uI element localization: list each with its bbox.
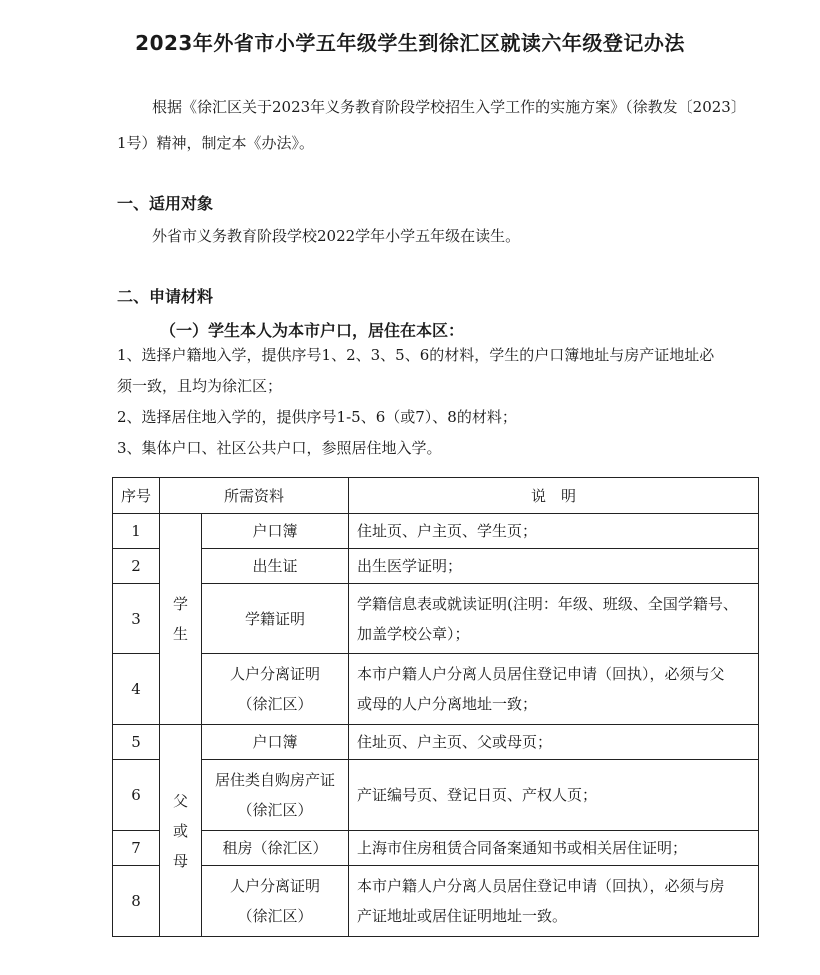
document-title: 2023年外省市小学五年级学生到徐汇区就读六年级登记办法 — [135, 31, 685, 55]
row-item: 人户分离证明 （徐汇区） — [202, 866, 349, 937]
row-num: 3 — [113, 584, 160, 654]
rule-item-3: 3、集体户口、社区公共户口，参照居住地入学。 — [117, 439, 442, 457]
row-desc: 住址页、户主页、父或母页； — [349, 725, 759, 760]
header-materials: 所需资料 — [160, 478, 349, 514]
group-char: 母 — [172, 851, 188, 870]
section-2-subheading: （一）学生本人为本市户口，居住在本区： — [160, 321, 465, 340]
row-item: 人户分离证明 （徐汇区） — [202, 654, 349, 725]
row-desc: 本市户籍人户分离人员居住登记申请（回执），必须与父 或母的人户分离地址一致； — [349, 654, 759, 725]
row-desc: 产证编号页、登记日页、产权人页； — [349, 760, 759, 831]
row-item: 户口簿 — [202, 725, 349, 760]
row-desc: 住址页、户主页、学生页； — [349, 514, 759, 549]
intro-line-2: 1号）精神，制定本《办法》。 — [117, 134, 315, 152]
group-parent — [160, 725, 202, 937]
group-student — [160, 514, 202, 725]
row-item: 租房（徐汇区） — [202, 831, 349, 866]
row-desc: 上海市住房租赁合同备案通知书或相关居住证明； — [349, 831, 759, 866]
header-num: 序号 — [113, 478, 160, 514]
intro-line-1: 根据《徐汇区关于2023年义务教育阶段学校招生入学工作的实施方案》（徐教发〔2023〕 — [152, 98, 746, 116]
table-row — [113, 654, 759, 725]
row-item: 学籍证明 — [202, 584, 349, 654]
row-desc: 出生医学证明； — [349, 549, 759, 584]
rule-item-1b: 须一致，且均为徐汇区； — [117, 377, 283, 395]
table-row — [113, 760, 759, 831]
table-row — [113, 866, 759, 937]
row-item: 出生证 — [202, 549, 349, 584]
header-desc: 说 明 — [349, 478, 759, 514]
group-char: 生 — [172, 625, 188, 643]
row-num: 7 — [113, 831, 160, 866]
group-char: 或 — [172, 821, 188, 840]
table-row — [113, 831, 759, 866]
materials-table — [112, 477, 759, 937]
rule-item-1a: 1、选择户籍地入学，提供序号1、2、3、5、6的材料，学生的户口簿地址与房产证地址必 — [117, 346, 715, 364]
row-num: 5 — [113, 725, 160, 760]
table-row — [113, 514, 759, 549]
row-num: 1 — [113, 514, 160, 549]
group-char: 父 — [172, 791, 188, 810]
row-num: 6 — [113, 760, 160, 831]
row-num: 2 — [113, 549, 160, 584]
row-num: 4 — [113, 654, 160, 725]
row-desc: 学籍信息表或就读证明(注明：年级、班级、全国学籍号、 加盖学校公章）； — [349, 584, 759, 654]
table-header-row — [113, 478, 759, 514]
row-desc: 本市户籍人户分离人员居住登记申请（回执），必须与房 产证地址或居住证明地址一致。 — [349, 866, 759, 937]
section-1-heading: 一、适用对象 — [117, 194, 214, 213]
table-row — [113, 549, 759, 584]
table-row — [113, 584, 759, 654]
section-1-body: 外省市义务教育阶段学校2022学年小学五年级在读生。 — [152, 227, 521, 245]
row-item: 居住类自购房产证 （徐汇区） — [202, 760, 349, 831]
section-2-heading: 二、申请材料 — [117, 287, 214, 306]
row-item: 户口簿 — [202, 514, 349, 549]
rule-item-2: 2、选择居住地入学的，提供序号1-5、6（或7）、8的材料； — [117, 408, 517, 426]
table-row — [113, 725, 759, 760]
group-char: 学 — [172, 595, 188, 613]
row-num: 8 — [113, 866, 160, 937]
